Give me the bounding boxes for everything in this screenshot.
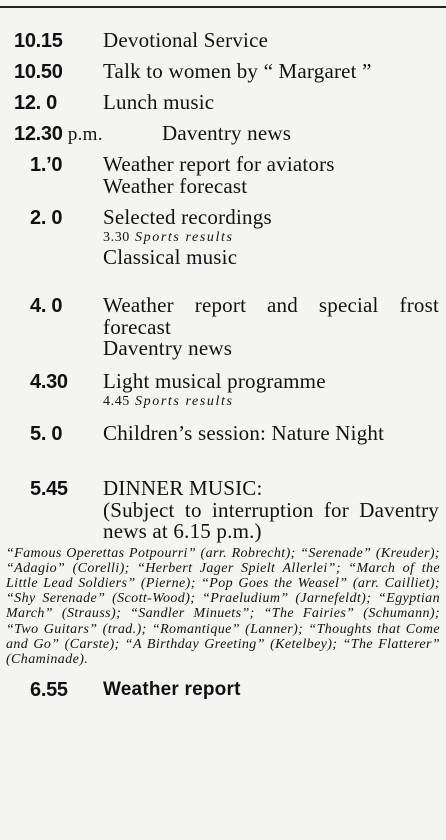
subentry-time: 4.45 — [103, 393, 130, 409]
item-time: 5. 0 — [30, 423, 63, 445]
item-time: 6.55 — [30, 679, 68, 702]
listing-item — [0, 154, 446, 207]
item-title: Devotional Service — [103, 28, 269, 52]
listing-item — [0, 295, 446, 371]
item-time: 4.30 — [30, 371, 68, 393]
subentry-text: Sports results — [135, 229, 234, 245]
time-suffix: p.m. — [67, 124, 103, 145]
item-title: Daventry news — [162, 121, 292, 145]
item-title: Lunch music — [103, 90, 215, 114]
subentry-text: Sports results — [135, 393, 234, 409]
item-title: DINNER MUSIC: — [103, 476, 263, 500]
top-rule — [0, 6, 446, 8]
item-time: 4. 0 — [30, 295, 63, 317]
listing-item — [0, 30, 446, 61]
item-time: 12. 0 — [14, 92, 57, 114]
item-time: 2. 0 — [30, 207, 63, 229]
item-title: Light musical programme — [103, 369, 326, 393]
item-subentry — [103, 393, 446, 411]
item-title: Children’s session: Nature Night — [103, 421, 385, 445]
subentry-time: 3.30 — [103, 229, 130, 245]
item-title: Weather report — [103, 679, 241, 701]
item-title: Talk to women by “ Margaret ” — [103, 59, 372, 83]
listing-item — [0, 423, 446, 478]
item-time: 12.30 p.m. — [14, 123, 103, 145]
listing-item — [0, 61, 446, 92]
listing-item — [0, 123, 446, 154]
item-time: 10.50 — [14, 61, 63, 83]
programme-listing — [0, 30, 446, 705]
dinner-music-pieces: “Famous Operettas Potpourri” (arr. Robrecht); “Serenade” (Kreuder); “Adagio” (Corelli); “Herbert Jager Spielt Allerlei”; “March of the Little Lead Soldiers” (Pierne); “Pop Goes the Weasel” (arr. Cailliet); “Shy Serenade” (Scott-Wood); “Praeludium” (Jarnefeldt); “Egyptian March” (Strauss); “Sandler Minuets”; “The Fairies” (Schumann); “Two Guitars” (trad.); “Romantique” (Lanner); “Thoughts that Come and Go” (Carste); “A Birthday Greeting” (Ketelbey); “The Flatterer” (Chaminade). — [6, 545, 440, 667]
item-time: 10.15 — [14, 30, 63, 52]
item-title: Selected recordings — [103, 205, 272, 229]
listing-item — [0, 679, 446, 705]
listing-item — [0, 478, 446, 667]
item-time: 1.ʼ0 — [30, 154, 63, 176]
item-subentry — [103, 229, 446, 247]
item-time: 5.45 — [30, 478, 68, 500]
listing-item — [0, 92, 446, 123]
listing-item — [0, 371, 446, 423]
item-note: (Subject to interruption for Daventry news at 6.15 p.m.) — [103, 497, 439, 543]
item-title-continued: Classical music — [103, 244, 238, 269]
listing-item — [0, 207, 446, 295]
item-title: Weather report and special frost forecast Daventry news — [103, 293, 439, 360]
item-title: Weather report for aviators Weather forecast — [103, 152, 335, 198]
